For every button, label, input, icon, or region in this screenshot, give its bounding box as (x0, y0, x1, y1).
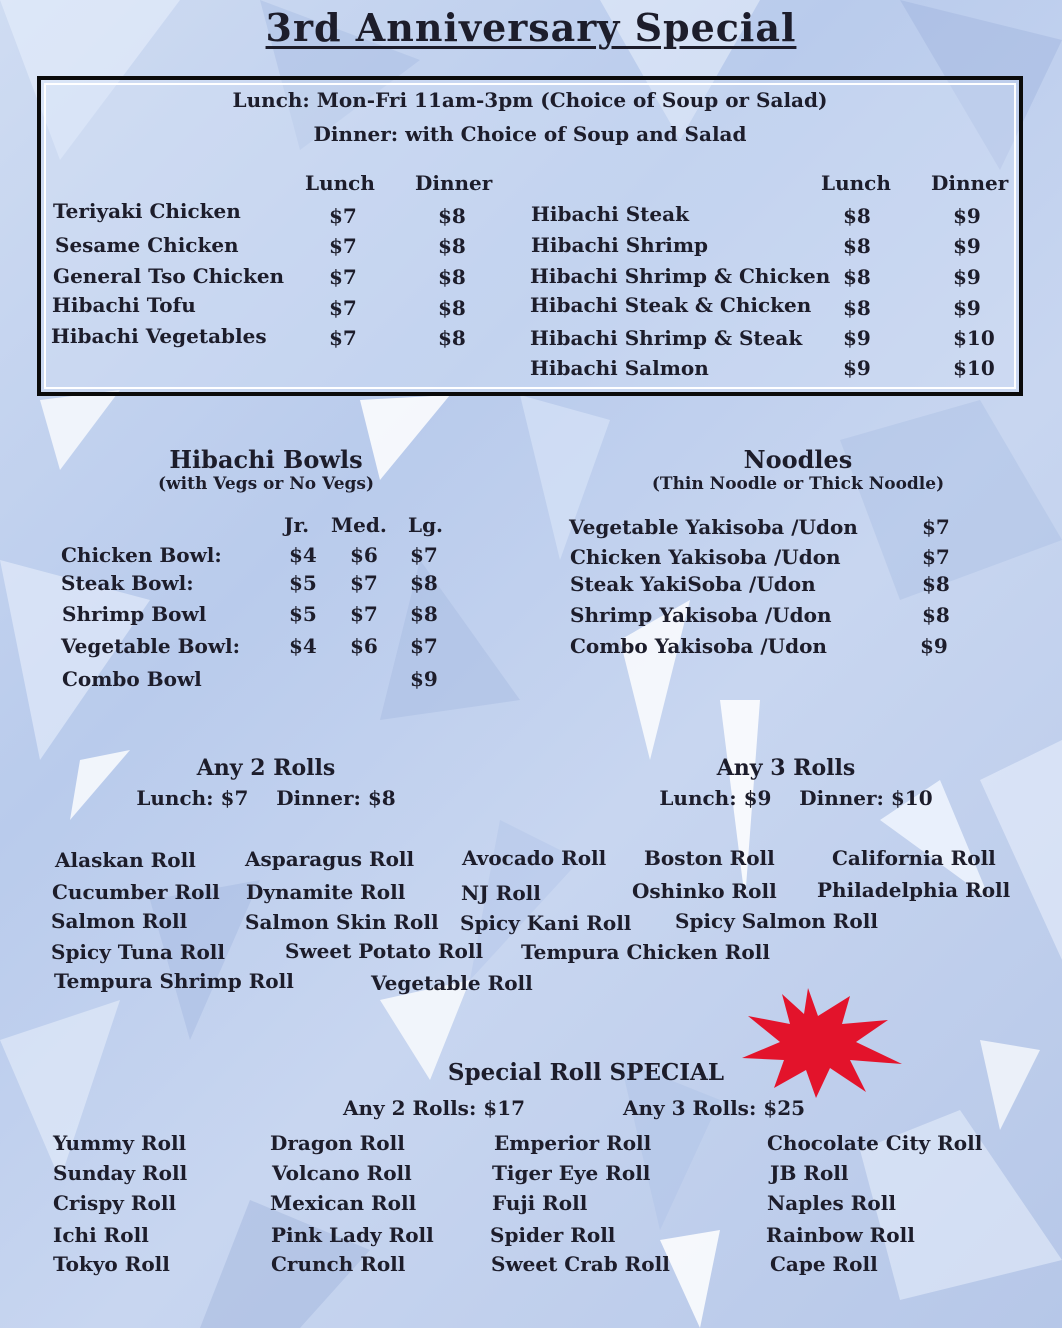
noodles-subtitle: (Thin Noodle or Thick Noodle) (651, 474, 945, 494)
menu-item-lunch-price: $8 (843, 265, 871, 289)
dinner-note: Dinner: with Choice of Soup and Salad (313, 122, 747, 146)
noodle-name: Combo Yakisoba /Udon (570, 634, 827, 658)
menu-item-lunch-price: $8 (843, 296, 871, 320)
menu-item-name: Teriyaki Chicken (53, 199, 241, 223)
special-roll-item: Fuji Roll (492, 1191, 588, 1215)
special-title: Special Roll SPECIAL (447, 1059, 725, 1086)
roll-item: NJ Roll (461, 881, 541, 905)
menu-item-lunch-price: $8 (843, 204, 871, 228)
roll-item: Spicy Salmon Roll (675, 909, 878, 933)
bowl-med-price: $7 (350, 602, 378, 626)
roll-item: Oshinko Roll (632, 879, 777, 903)
noodle-name: Chicken Yakisoba /Udon (570, 545, 841, 569)
col-lunch-right: Lunch (821, 171, 891, 195)
menu-item-dinner-price: $8 (438, 326, 466, 350)
roll-item: Cucumber Roll (52, 880, 220, 904)
roll-item: Spicy Kani Roll (460, 911, 632, 935)
menu-item-dinner-price: $8 (438, 265, 466, 289)
menu-item-dinner-price: $9 (953, 265, 981, 289)
roll-item: Dynamite Roll (246, 880, 406, 904)
bowl-jr-price: $4 (289, 634, 317, 658)
bowl-name: Steak Bowl: (61, 571, 194, 595)
roll-item: Spicy Tuna Roll (51, 940, 225, 964)
menu-item-lunch-price: $7 (329, 204, 357, 228)
special-any3-price: Any 3 Rolls: $25 (623, 1096, 806, 1120)
menu-item-dinner-price: $8 (438, 234, 466, 258)
col-dinner-left: Dinner (415, 171, 493, 195)
menu-item-dinner-price: $9 (953, 234, 981, 258)
menu-item-name: Hibachi Shrimp (531, 233, 708, 257)
noodle-name: Vegetable Yakisoba /Udon (569, 515, 858, 539)
menu-item-name: Hibachi Salmon (530, 356, 709, 380)
special-roll-item: Emperior Roll (494, 1131, 652, 1155)
special-roll-item: Tiger Eye Roll (492, 1161, 651, 1185)
special-roll-item: Crispy Roll (53, 1191, 177, 1215)
special-roll-item: Naples Roll (767, 1191, 896, 1215)
roll-item: California Roll (832, 846, 996, 870)
roll-item: Sweet Potato Roll (285, 939, 484, 963)
noodles-title: Noodles (743, 445, 853, 474)
roll-item: Alaskan Roll (55, 848, 196, 872)
roll-item: Philadelphia Roll (817, 878, 1011, 902)
roll-item: Vegetable Roll (371, 971, 533, 995)
menu-item-name: General Tso Chicken (53, 264, 285, 288)
special-roll-item: JB Roll (770, 1161, 849, 1185)
roll-item: Boston Roll (644, 846, 775, 870)
menu-item-lunch-price: $9 (843, 356, 871, 380)
menu-item-name: Sesame Chicken (55, 233, 239, 257)
noodle-name: Steak YakiSoba /Udon (570, 572, 816, 596)
bowls-title: Hibachi Bowls (169, 445, 363, 474)
menu-item-name: Hibachi Vegetables (51, 324, 267, 348)
menu-item-dinner-price: $9 (953, 296, 981, 320)
special-roll-item: Spider Roll (490, 1223, 616, 1247)
bowl-jr-price: $4 (289, 543, 317, 567)
menu-item-lunch-price: $7 (329, 296, 357, 320)
noodle-price: $8 (922, 603, 950, 627)
special-roll-item: Volcano Roll (272, 1161, 412, 1185)
special-roll-item: Cape Roll (770, 1252, 878, 1276)
menu-item-lunch-price: $7 (329, 326, 357, 350)
noodle-name: Shrimp Yakisoba /Udon (570, 603, 832, 627)
special-roll-item: Mexican Roll (270, 1191, 417, 1215)
menu-item-lunch-price: $9 (843, 326, 871, 350)
bowl-med-price: $7 (350, 571, 378, 595)
roll-item: Tempura Shrimp Roll (54, 969, 294, 993)
lunch-note: Lunch: Mon-Fri 11am-3pm (Choice of Soup or Salad) (232, 88, 828, 112)
any2-rolls-prices: Lunch: $7 Dinner: $8 (136, 786, 396, 810)
any2-rolls-title: Any 2 Rolls (196, 755, 336, 781)
bowl-name: Vegetable Bowl: (61, 634, 241, 658)
col-lg: Lg. (408, 513, 444, 537)
special-roll-item: Dragon Roll (270, 1131, 405, 1155)
bowl-jr-price: $5 (289, 602, 317, 626)
menu-item-lunch-price: $7 (329, 234, 357, 258)
menu-item-name: Hibachi Steak & Chicken (530, 293, 812, 317)
roll-item: Asparagus Roll (245, 847, 415, 871)
roll-item: Salmon Skin Roll (245, 910, 439, 934)
page-title: 3rd Anniversary Special (265, 5, 797, 50)
bowl-lg-price: $7 (410, 543, 438, 567)
bowl-med-price: $6 (350, 634, 378, 658)
col-lunch-left: Lunch (305, 171, 375, 195)
any3-rolls-title: Any 3 Rolls (716, 755, 856, 781)
menu-item-name: Hibachi Shrimp & Steak (530, 326, 803, 350)
menu-item-name: Hibachi Shrimp & Chicken (530, 264, 831, 288)
menu-item-dinner-price: $10 (953, 356, 995, 380)
noodle-price: $9 (920, 634, 948, 658)
menu-item-name: Hibachi Tofu (52, 293, 196, 317)
bowl-lg-price: $9 (410, 667, 438, 691)
noodle-price: $7 (922, 545, 950, 569)
bowl-lg-price: $7 (410, 634, 438, 658)
special-roll-item: Ichi Roll (53, 1223, 149, 1247)
noodle-price: $8 (922, 572, 950, 596)
special-roll-item: Crunch Roll (271, 1252, 406, 1276)
bowls-subtitle: (with Vegs or No Vegs) (157, 474, 375, 494)
red-starburst-icon (738, 980, 908, 1100)
bowl-name: Chicken Bowl: (61, 543, 222, 567)
roll-item: Tempura Chicken Roll (521, 940, 770, 964)
menu-item-dinner-price: $9 (953, 204, 981, 228)
special-roll-item: Sunday Roll (53, 1161, 188, 1185)
bowl-med-price: $6 (350, 543, 378, 567)
menu-item-lunch-price: $7 (329, 265, 357, 289)
menu-item-dinner-price: $8 (438, 296, 466, 320)
bowl-jr-price: $5 (289, 571, 317, 595)
bowl-lg-price: $8 (410, 571, 438, 595)
menu-item-dinner-price: $10 (953, 326, 995, 350)
bowl-lg-price: $8 (410, 602, 438, 626)
menu-item-name: Hibachi Steak (531, 202, 689, 226)
col-jr: Jr. (284, 513, 310, 537)
col-med: Med. (331, 513, 387, 537)
bowl-name: Shrimp Bowl (62, 602, 207, 626)
special-roll-item: Sweet Crab Roll (491, 1252, 670, 1276)
menu-item-lunch-price: $8 (843, 234, 871, 258)
col-dinner-right: Dinner (931, 171, 1009, 195)
bowl-name: Combo Bowl (62, 667, 202, 691)
special-any2-price: Any 2 Rolls: $17 (343, 1096, 526, 1120)
menu-item-dinner-price: $8 (438, 204, 466, 228)
special-roll-item: Pink Lady Roll (271, 1223, 434, 1247)
roll-item: Salmon Roll (51, 909, 188, 933)
special-roll-item: Tokyo Roll (53, 1252, 170, 1276)
special-roll-item: Chocolate City Roll (767, 1131, 983, 1155)
special-roll-item: Rainbow Roll (766, 1223, 915, 1247)
roll-item: Avocado Roll (462, 846, 607, 870)
any3-rolls-prices: Lunch: $9 Dinner: $10 (659, 786, 933, 810)
noodle-price: $7 (922, 515, 950, 539)
special-roll-item: Yummy Roll (53, 1131, 187, 1155)
